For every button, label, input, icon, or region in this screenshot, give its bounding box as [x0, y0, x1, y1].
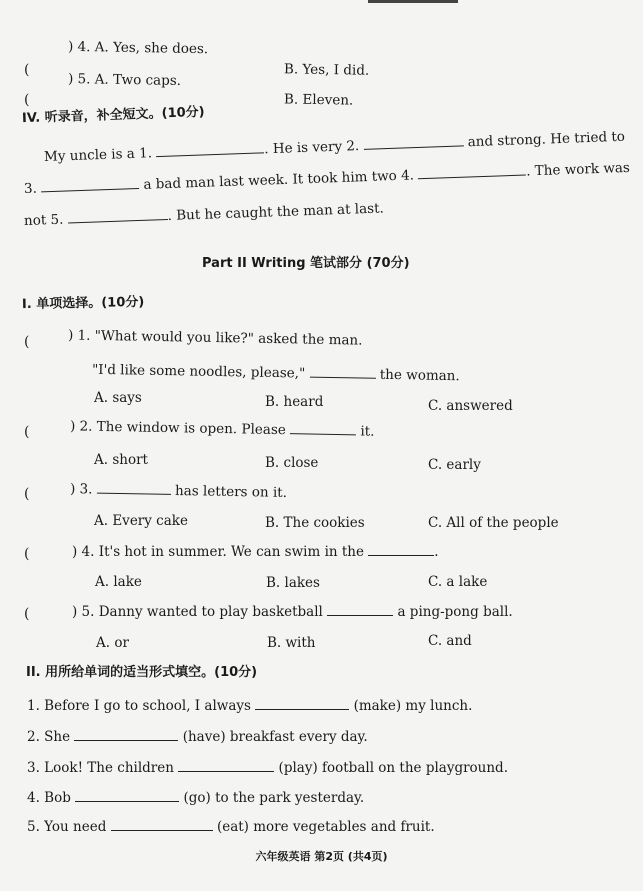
blank-4[interactable] — [418, 162, 526, 179]
fill-item-4 — [27, 789, 364, 806]
fill-item-2-text: 2. She — [27, 729, 71, 745]
q5-stem-part-b: a ping-pong ball. — [397, 604, 513, 620]
q2-stem-part-a: ) 2. The window is open. Please — [69, 418, 286, 439]
q3-paren: ( — [24, 486, 30, 502]
q1-option-a: A. says — [94, 390, 142, 406]
fill-item-4-hint: (go) to the park yesterday. — [183, 790, 365, 806]
q5-stem — [72, 603, 513, 620]
blank-5[interactable] — [67, 207, 167, 223]
blank-2[interactable] — [363, 133, 463, 149]
q2-option-a: A. short — [94, 452, 148, 468]
q5-paren: ( — [24, 606, 30, 622]
part2-title: Part II Writing 笔试部分 (70分) — [202, 256, 410, 271]
fill-item-5-hint: (eat) more vegetables and fruit. — [216, 819, 435, 835]
line2-part-b: a bad man last week. It took him two 4. — [143, 167, 415, 193]
listening-q5-option-a: ) 5. A. Two caps. — [67, 71, 182, 89]
q5-option-c: C. and — [428, 633, 472, 649]
q1-stem-line2 — [92, 361, 460, 384]
q1-option-b: B. heard — [265, 394, 324, 410]
fill-blank-4[interactable] — [75, 789, 179, 802]
fill-item-3 — [27, 759, 508, 776]
section4-line3 — [24, 199, 384, 229]
line2-part-a: 3. — [23, 180, 38, 197]
q5-option-a: A. or — [96, 635, 129, 651]
q5-stem-part-a: ) 5. Danny wanted to play basketball — [72, 604, 323, 620]
section4-line2 — [24, 159, 630, 197]
q4-stem — [72, 543, 439, 560]
q2-stem — [70, 417, 375, 439]
listening-q4-paren: ( — [24, 62, 30, 78]
q1-stem2-part-b: the woman. — [379, 366, 460, 385]
q4-option-c: C. a lake — [428, 574, 488, 590]
q1-option-c: C. answered — [428, 398, 513, 414]
fill-item-4-text: 4. Bob — [27, 790, 71, 806]
q3-blank[interactable] — [97, 481, 171, 495]
fill-item-3-text: 3. Look! The children — [27, 760, 174, 776]
q4-option-a: A. lake — [95, 574, 142, 590]
fill-item-1-hint: (make) my lunch. — [353, 698, 473, 714]
q4-stem-part-b: . — [434, 544, 439, 560]
q3-stem — [70, 480, 287, 501]
fill-item-1-text: 1. Before I go to school, I always — [27, 698, 251, 714]
fill-item-5 — [27, 818, 435, 835]
q4-option-b: B. lakes — [266, 575, 320, 591]
blank-3[interactable] — [41, 176, 139, 192]
listening-q4-option-b: B. Yes, I did. — [283, 61, 370, 79]
fill-blank-5[interactable] — [111, 818, 213, 831]
fill-item-5-text: 5. You need — [27, 819, 107, 835]
q1-stem: ) 1. "What would you like?" asked the man. — [67, 327, 363, 349]
line3-part-b: . But he caught the man at last. — [167, 200, 385, 224]
line1-part-c: and strong. He tried to — [467, 128, 626, 151]
top-edge-line — [368, 0, 458, 3]
line1-part-b: . He is very 2. — [263, 137, 360, 158]
listening-q5-paren: ( — [24, 92, 30, 108]
fill-item-2-hint: (have) breakfast every day. — [182, 729, 368, 745]
section4-title: IV. 听录音，补全短文。(10分) — [21, 104, 205, 127]
q3-stem-part-a: ) 3. — [69, 481, 93, 498]
q2-option-b: B. close — [265, 455, 319, 471]
q5-option-b: B. with — [267, 635, 316, 651]
q1-blank[interactable] — [309, 365, 375, 379]
fill-item-2 — [27, 728, 368, 745]
q5-blank[interactable] — [327, 603, 393, 616]
section1-title: I. 单项选择。(10分) — [21, 294, 145, 313]
line3-part-a: not 5. — [23, 211, 64, 229]
q3-stem-part-b: has letters on it. — [174, 482, 288, 501]
q2-blank[interactable] — [290, 421, 356, 435]
q2-stem-part-b: it. — [360, 423, 375, 440]
line1-part-a: My uncle is a 1. — [43, 145, 153, 165]
fill-item-1 — [27, 697, 472, 714]
section2-title: II. 用所给单词的适当形式填空。(10分) — [26, 665, 258, 680]
line2-part-c: . The work was — [525, 159, 631, 180]
fill-blank-1[interactable] — [255, 697, 349, 710]
blank-1[interactable] — [156, 140, 264, 157]
listening-q5-option-b: B. Eleven. — [283, 91, 354, 109]
fill-item-3-hint: (play) football on the playground. — [278, 760, 508, 776]
section4-line1 — [44, 128, 625, 165]
page-footer: 六年级英语 第2页 (共4页) — [255, 850, 388, 863]
q3-option-a: A. Every cake — [94, 513, 188, 529]
q3-option-c: C. All of the people — [428, 515, 559, 531]
q1-paren: ( — [24, 334, 30, 350]
q1-stem2-part-a: "I'd like some noodles, please," — [91, 361, 306, 382]
q4-blank[interactable] — [368, 543, 434, 556]
q2-paren: ( — [24, 424, 30, 440]
fill-blank-3[interactable] — [178, 759, 274, 772]
q4-stem-part-a: ) 4. It's hot in summer. We can swim in the — [72, 544, 364, 560]
q2-option-c: C. early — [428, 457, 481, 473]
q4-paren: ( — [24, 546, 30, 562]
q3-option-b: B. The cookies — [265, 515, 365, 531]
fill-blank-2[interactable] — [74, 728, 178, 741]
listening-q4-option-a: ) 4. A. Yes, she does. — [67, 38, 209, 58]
